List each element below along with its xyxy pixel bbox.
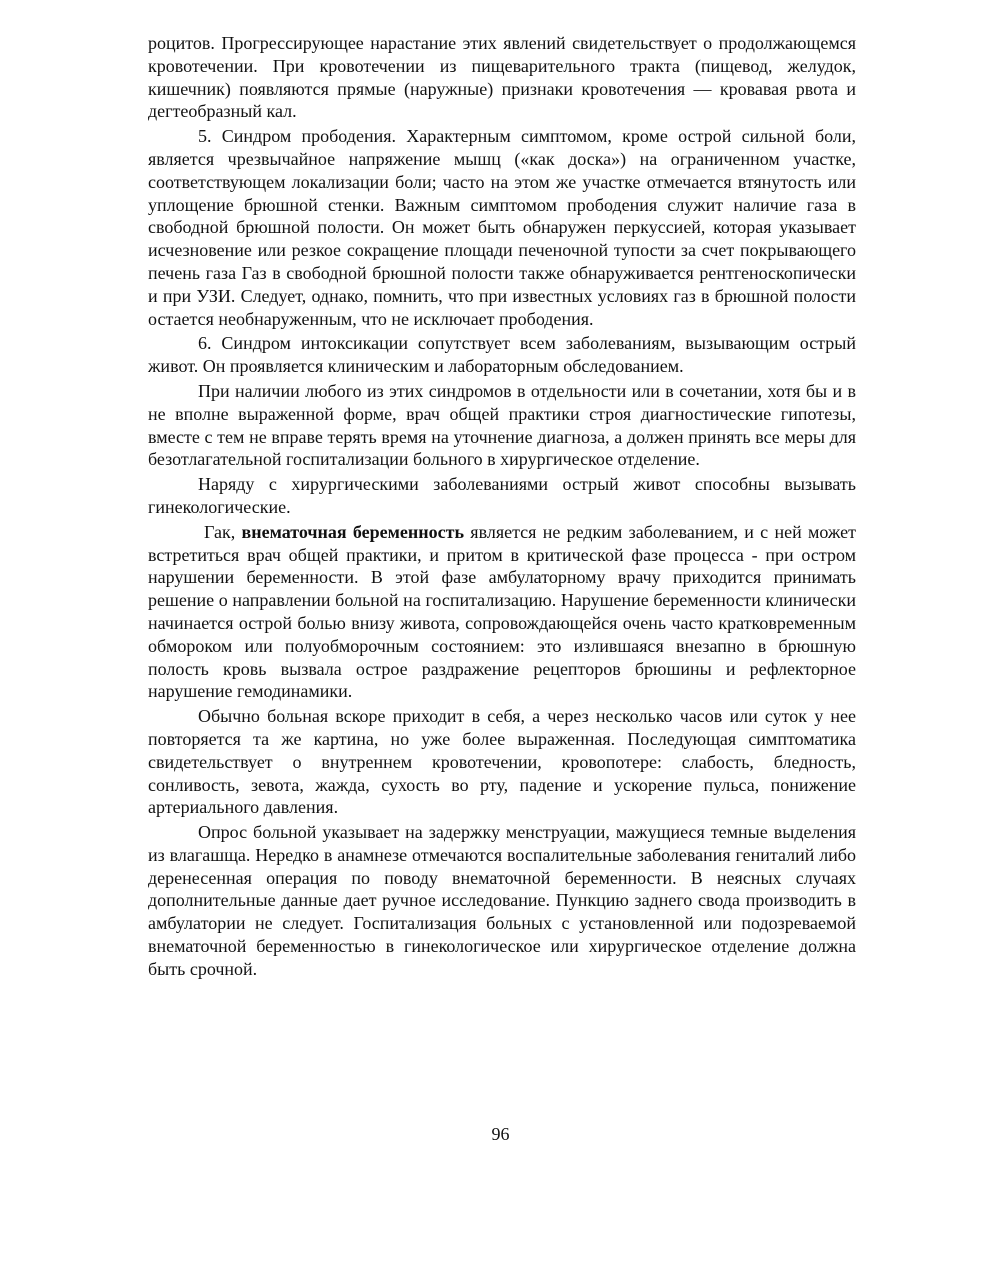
paragraph-continuation: роцитов. Прогрессирующее нарастание этих явлений свидетельствует о продолжающемся кровотечении. При кровотечении из пищеварительного тракта (пищевод, желудок, кишечник) появляются прямые (наружные) признаки кровотечения — кровавая рвота и дегтеобразный кал. xyxy=(148,33,856,122)
paragraph-history: Опрос больной указывает на задержку менструации, мажущиеся темные выделения из влагашща. Нередко в анамнезе отмечаются воспалительные заболевания гениталий либо деренесенная операция по поводу внематочной беременности. В неясных случаях дополнительные данные дает ручное исследование. Пункцию заднего свода производить в амбулатории не следует. Госпитализация больных с установленной или подозреваемой внематочной беременностью в гинекологическое или хирургическое отделение должна быть срочной. xyxy=(148,822,856,979)
paragraph-recurrence: Обычно больная вскоре приходит в себя, а через несколько часов или суток у нее повторяется та же картина, но уже более выраженная. Последующая симптоматика свидетельствует о внутреннем кровотечении, кровопотере: слабость, бледность, сонливость, зевота, жажда, сухость во рту, падение и ускорение пульса, понижение артериального давления. xyxy=(148,706,856,818)
paragraph-ectopic-pregnancy xyxy=(148,521,856,703)
ectopic-suffix: является не редким заболеванием, и с ней может встретиться врач общей практики, и притом в критической фазе процесса - при остром нарушении беременности. В этой фазе амбулаторному врачу приходится принимать решение о направлении больной на госпитализацию. Нарушение беременности клинически начинается острой болью внизу живота, сопровождающейся очень часто кратковременным обмороком или полуобморочным состоянием: это излившаяся внезапно в брюшную полость кровь вызвала острое раздражение рецепторов брюшины и рефлекторное нарушение гемодинамики. xyxy=(148,521,856,702)
paragraph-gynecological: Наряду с хирургическими заболеваниями острый живот способны вызывать гинекологические. xyxy=(148,474,856,517)
ectopic-term: внематочная беременность xyxy=(241,521,465,542)
paragraph-any-syndrome: При наличии любого из этих синдромов в отдельности или в сочетании, хотя бы и в не вполне выраженной форме, врач общей практики строя диагностические гипотезы, вместе с тем не вправе терять время на уточнение диагноза, а должен принять все меры для безотлагательной госпитализации больного в хирургическое отделение. xyxy=(148,380,856,470)
paragraph-intoxication-syndrome: 6. Синдром интоксикации сопутствует всем заболеваниям, вызывающим острый живот. Он проявляется клиническим и лабораторным обследованием. xyxy=(148,333,856,377)
page-body xyxy=(148,32,856,983)
ectopic-prefix: Гак, xyxy=(204,521,242,542)
page-number: 96 xyxy=(491,1124,510,1144)
paragraph-perforation-syndrome: 5. Синдром прободения. Характерным симптомом, кроме острой сильной боли, является чрезвычайное напряжение мышц («как доска») на ограниченном участке, соответствующем локализации боли; часто на этом же участке отмечается втянутость или уплощение брюшной стенки. Важным симптомом прободения служит наличие газа в свободной брюшной полости. Он может быть обнаружен перкуссией, которая указывает исчезновение или резкое сокращение площади печеночной тупости за счет покрывающего печень газа Газ в свободной брюшной полости также обнаруживается рентгеноскопически и при УЗИ. Следует, однако, помнить, что при известных условиях газ в брюшной полости остается необнаруженным, что не исключает прободения. xyxy=(148,126,856,329)
